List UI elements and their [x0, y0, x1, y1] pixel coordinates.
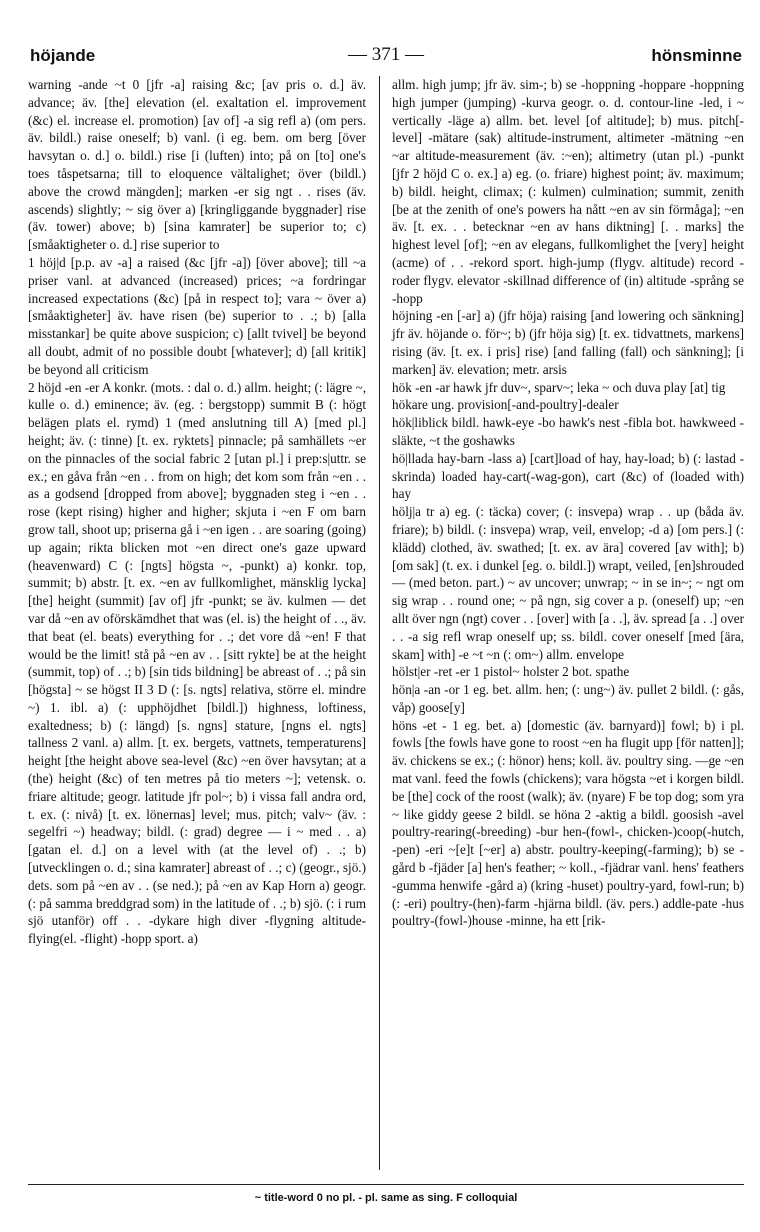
page-header [28, 40, 744, 66]
entry-hona: hön|a -an -or 1 eg. bet. allm. hen; (: ung~) äv. pullet 2 bildl. (: gås, våp) goose[y] [392, 682, 744, 715]
entry-holster: hölst|er -ret -er 1 pistol~ holster 2 bot. spathe [392, 664, 630, 680]
entry-holada: hö|llada hay-barn -lass a) [cart]load of hay, hay-load; b) (: lastad -skrinda) loaded hay-cart(-wag-gon), cart (&c) of (loaded with) hay [392, 450, 744, 502]
entry-hok: hök -en -ar hawk jfr duv~, sparv~; leka ~ och duva play [at] tig [392, 379, 726, 395]
header-last-word: hönsminne [651, 46, 742, 65]
entry-hokblick: hök|liblick bildl. hawk-eye -bo hawk's nest -fibla bot. hawkweed -släkte, ~t the goshawks [392, 415, 744, 448]
entry-holja: hölj|a tr a) eg. (: täcka) cover; (: insvepa) wrap . . up (båda äv. friare); b) bildl. (: insvepa) wrap, veil, envelop; -d a) [om pers.] (: klädd) clothed, äv. swathed; [t. ex. av ära] covered [av with]; b) [om sak] (t. ex. i dunkel [eg. o. bildl.]) wrapt, veiled, [en]shrouded — (med beton. part.) ~ av uncover; unwrap; ~ in se in~; ~ ngt om sig wrap . . round one; ~ på ngn, sig cover a p. (oneself) up; ~en allt över ngn (ngt) cover . . [over] with [a . .], äv. spread [a . .] over . . -a sig refl wrap oneself up; ss. bildl. cover oneself [med [ära, skam] with] -e ~t ~n (: om~) allm. envelope [392, 504, 744, 662]
entry-hokare: hökare ung. provision[-and-poultry]-dealer [392, 397, 619, 413]
footer-legend: ~ title-word 0 no pl. - pl. same as sing. F colloquial [254, 1192, 518, 1204]
entry-hojande: warning -ande ~t 0 [jfr -a] raising &c; [av pris o. d.] äv. advance; äv. [the] elevation (el. exaltation el. improvement (&c) el. increase el. promotion) [av of] -a sig refl a) (om pers. äv. bildl.) raise oneself; b) vanl. (i eg. bem. om berg [över havsytan o. d.] o. bildl.) rise [i (luften) into; på on [to] one's toes tåspetsarna; till to eloquence vältalighet; över (bildl.) above the crowd mängden]; marken -er sig ngt . . rises (äv. ascends) slightly; ~ sig över a) [kringliggande byggnader] rise (äv. tower) above; b) [sina kamrater] be superior to; c) [småaktigheter o. d.] rise superior to [28, 77, 366, 253]
entry-hojd-cont: allm. high jump; jfr äv. sim-; b) se -hoppning -hoppare -hoppning high jumper (jumping) -kurva geogr. o. d. contour-line -led, i ~ vertically -läge a) allm. bet. level [of altitude]; b) mus. pitch[-level] -mätare (sak) altitude-instrument, altimeter -mätning ~en ~ar altitude-measurement (äv. :~en); altimetry (utan pl.) -punkt [jfr 2 höjd C o. ex.] a) eg. (o. friare) highest point; äv. maximum; b) bildl. height, climax; (: kulmen) culmination; summit, zenith [be at the zenith of one's powers ha nått ~en av sin förmåga]; ~en äv. [t. ex. . . betecknar ~en av hans diktning] [. . marks] the highest level [of]; ~en av elegans, fullkomlighet the [very] height (acme) of . . -rekord sport. high-jump (flygv. altitude) record -roder flygv. elevator -skillnad difference of (in) altitude -språng se -hopp [392, 77, 744, 306]
entry-1-hojd: 1 höj|d [p.p. av -a] a raised (&c [jfr -a]) [över above]; till ~a priser vanl. at advanced (increased) prices; ~a fordringar increased expectations (&c) [på in respect to]; vara ~ över a) [småaktigheter] äv. have risen (be) superior to . .; b) [alla misstankar] be quite above suspicion; c) [allt tvivel] be beyond all doubt, admit of no possible doubt [whatever]; d) [all kritik] be beyond all criticism [28, 254, 366, 377]
header-first-word: höjande [30, 46, 96, 65]
entry-2-hojd: 2 höjd -en -er A konkr. (mots. : dal o. d.) allm. height; (: lägre ~, kulle o. d.) eminence; äv. (eg. : bergstopp) summit B (: högt belägen plats el. rymd) 1 (med anslutning till A) [med pl.] height; äv. (: tinne) [t. ex. ryktets] pinnacle; på samhällets ~er on the pinnacles of the social fabric 2 [utan pl.] i prep:s|uttr. se ex.; en gåva från ~en . . from on high; det kom som från ~en . . as a godsend [dropped from above]; byggnaden steg i ~en . . rose (kept rising) higher and higher; skjuta i ~en F om barn grow tall, shoot up; priserna gå i ~en igen . . are soaring (going) up again; rikta blicken mot ~en direct one's gaze upward (heavenward) C (: [ngts] högsta ~, -punkt) a) konkr. top, summit; b) abstr. [t. ex. ~en av fullkomlighet, mänsklig lycka] [the] height (summit) [av of] jfr -punkt; se äv. kulmen — det var då ~en av oförskämdhet that was (el. is) the height of . ., äv. that beat (el. beats) everything for . .; det vore då ~en! F that would be the limit! stå på ~en av . . [sitt rykte] be at the height (summit, top) of . .; b) [sin tids bildning] be abreast of . .; på sin [högsta] ~ se högst II 3 D (: [s. ngts] relativa, större el. mindre ~) 1. ibl. a) (: upphöjdhet [bildl.]) highness, loftiness, exaltedness; b) (: längd) [s. ngns] stature, [ngns el. ngts] tallness 2 vanl. a) allm. [t. ex. bergets, vattnets, temperaturens] height [the height above sea-level (&c) ~en över havsytan; at a (the) height (&c) of ten metres på tio meters ~]; vetensk. o. friare altitude; geogr. latitude jfr pol~; b) i vissa fall andra ord, t. ex. (: nivå) [t. ex. lönernas] level; mus. pitch; valv~ (äv. : segelfri ~) headway; bildl. (: grad) degree — i ~ med . . a) [gatan el. d.] on a level with (at the level of) . .; b) [utvecklingen o. d.; sina kamrater] abreast of . .; c) (geogr., sjö.) dets. som på ~en av . . (se ned.); på ~en av Kap Horn a) geogr. (: på samma breddgrad som) in the latitude of . .; b) sjö. (: i rum sjö utanför) off . . -dykare high diver -flygning altitude-flying(el. -flight) -hopp sport. a) [28, 379, 366, 947]
page-number: — 371 — [348, 44, 424, 65]
entry-hojning: höjning -en [-ar] a) (jfr höja) raising [and lowering och sänkning] jfr äv. höjande o. för~; b) (jfr höja sig) [t. ex. tidvattnets, markens] rising (äv. [t. ex. i pris] rise) [and falling (fall) och sänkning]; [i marken] äv. elevation; metr. arsis [392, 308, 744, 377]
footer-rule [28, 1184, 744, 1185]
right-column [392, 76, 744, 930]
entry-hons: höns -et - 1 eg. bet. a) [domestic (äv. barnyard)] fowl; b) i pl. fowls [the fowls have gone to roost ~en ha flugit upp [för natten]]; äv. chickens se ex.; (: hönor) hens; koll. äv. poultry sing. —ge ~en mat vanl. feed the fowls (chickens); vara högsta ~et i korgen bildl. be [the] cock of the roost (walk); äv. (nyare) F be top dog; som yra ~ like giddy geese 2 bildl. se höna 2 -aktig a bildl. goosish -avel poultry-rearing(-breeding) -bur hen-(fowl-, chicken-)coop(-hutch, -pen) -eri ~[e]t [~er] a) abstr. poultry-keeping(-farming); b) se -gård b -fjäder [a] hen's feather; ~ koll., -fjädrar vanl. hens' feathers -gumma henwife -gård a) (kring -huset) poultry-yard, fowl-run; b) (: -eri) poultry-(hen)-farm -hjärna bildl. (äv. pers.) addle-pate -hus poultry-(fowl-)house -minne, ha ett [rik- [392, 717, 744, 929]
left-column [28, 76, 366, 948]
dictionary-page [28, 0, 744, 1232]
column-divider [379, 76, 380, 1170]
